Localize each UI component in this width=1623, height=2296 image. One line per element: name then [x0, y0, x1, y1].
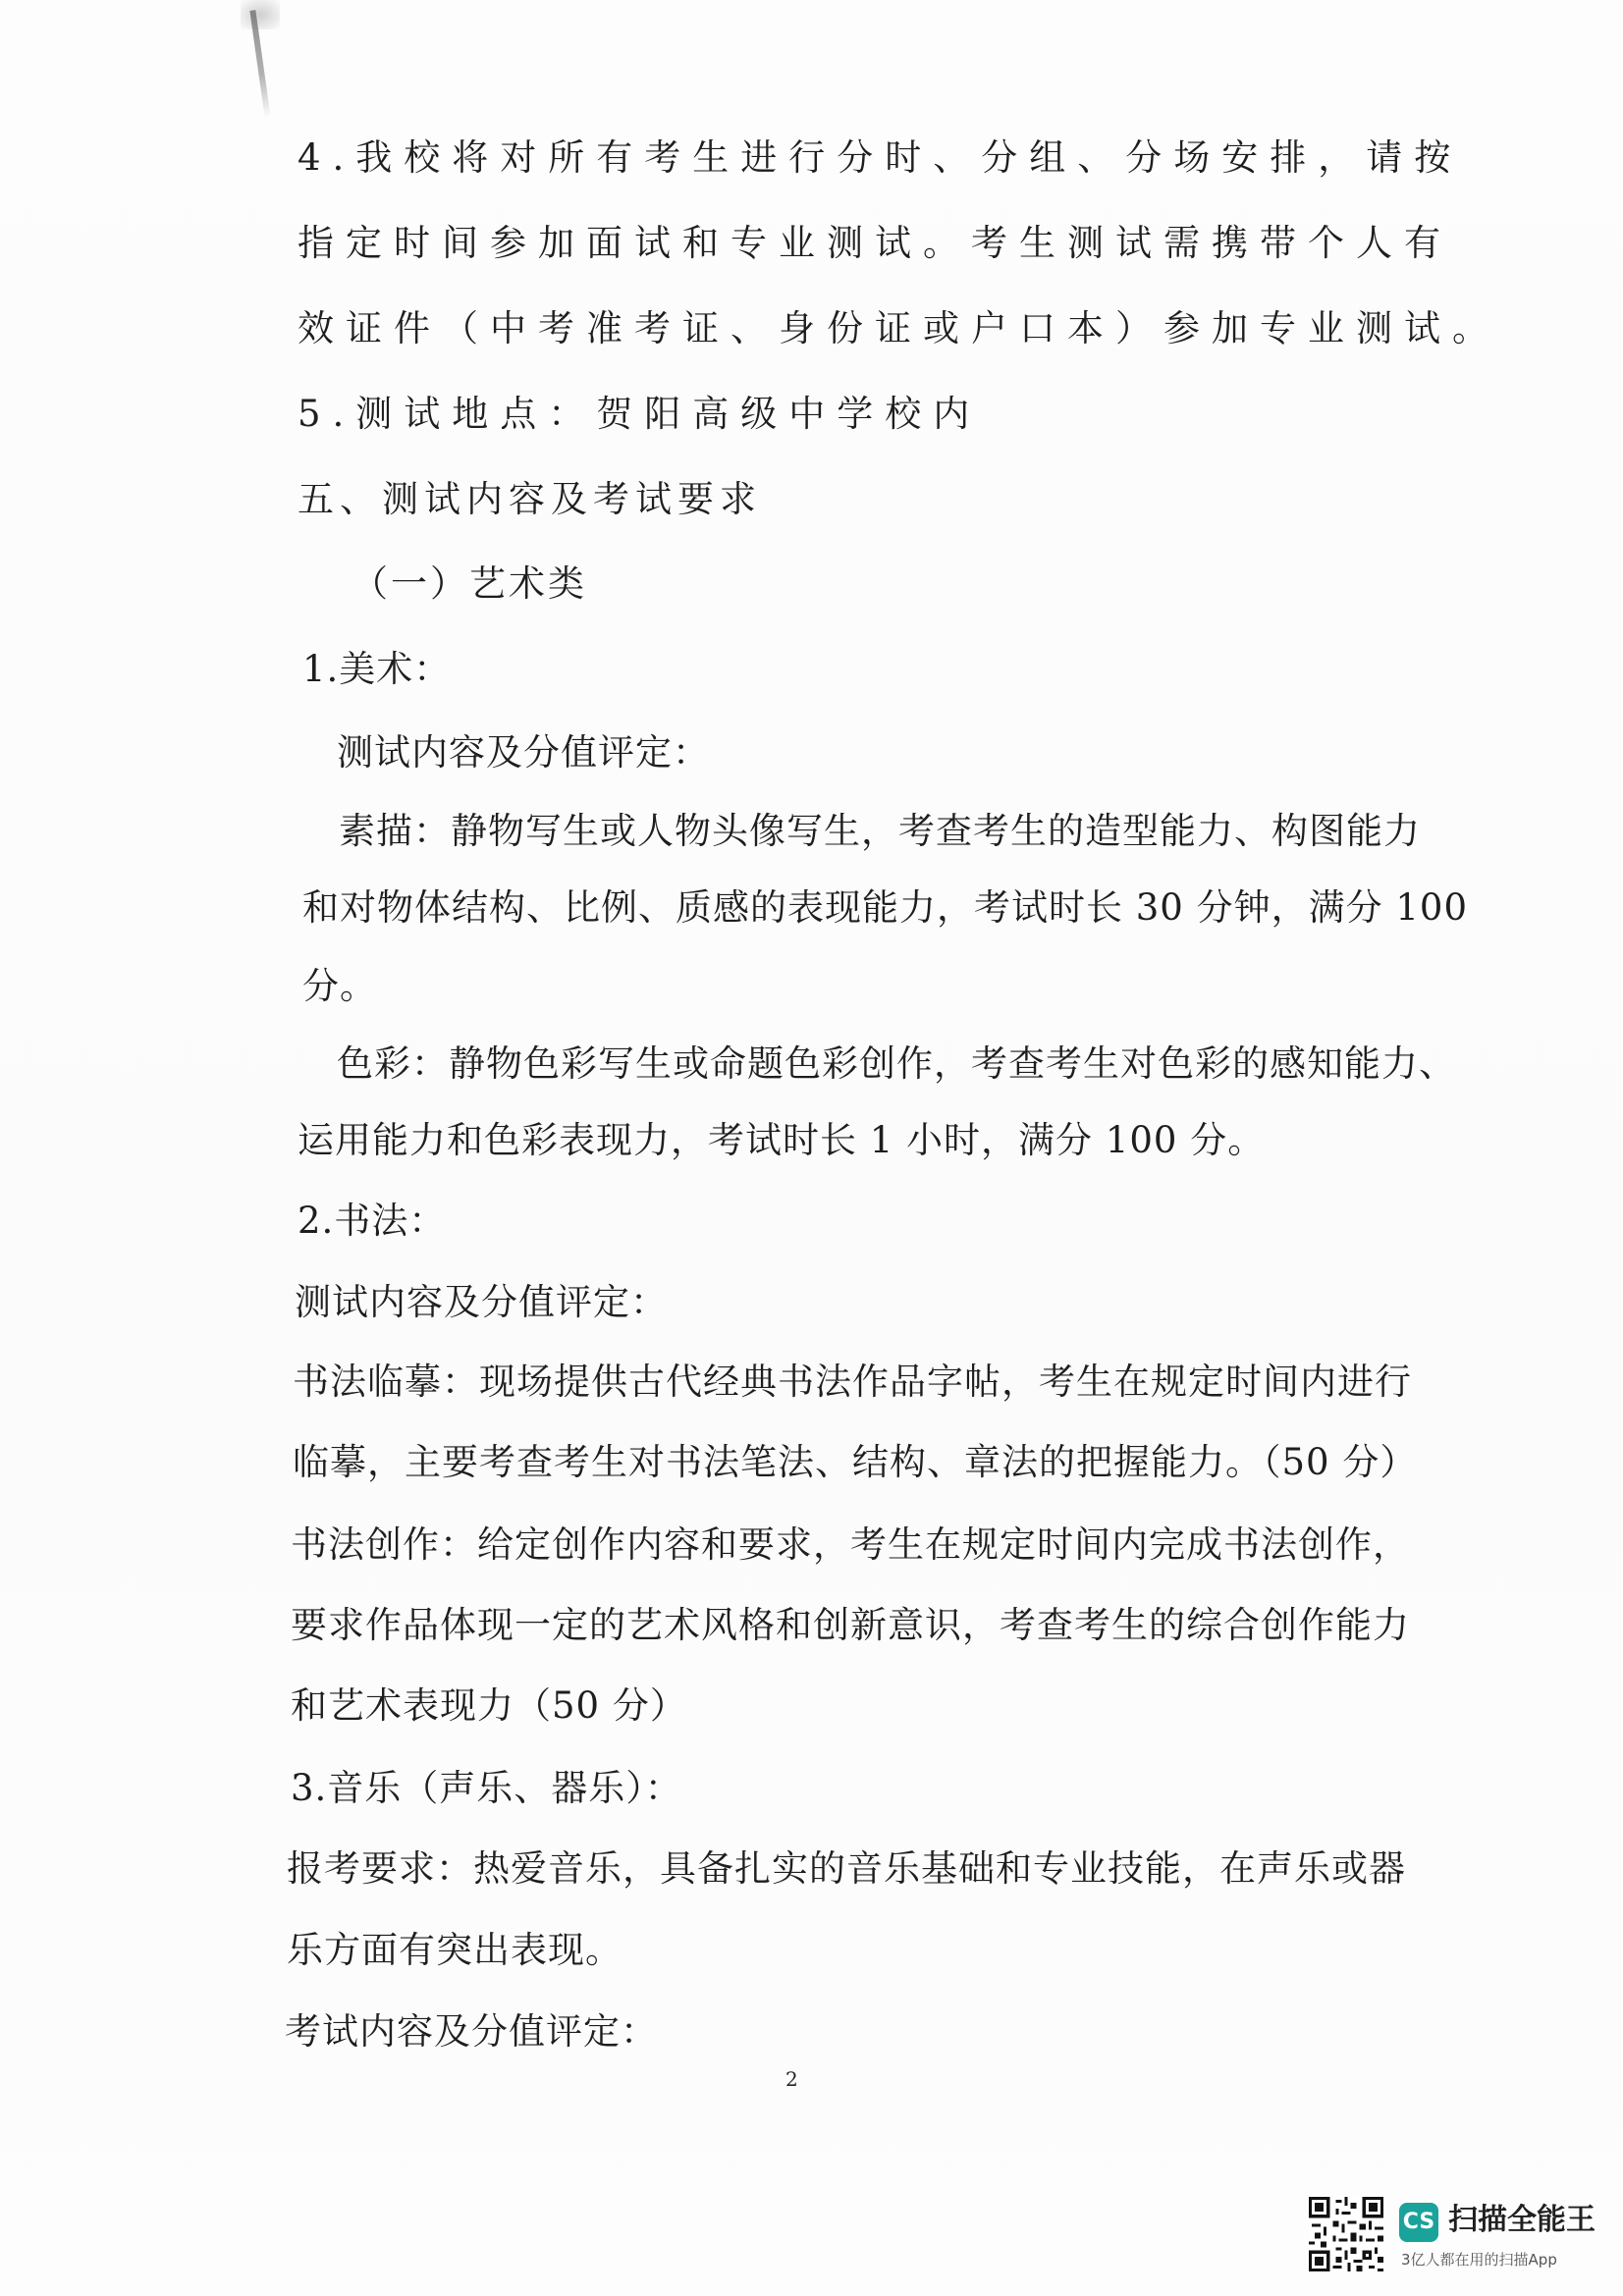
paragraph-line: 和艺术表现力（50 分） [291, 1684, 687, 1727]
paragraph-line: 考试内容及分值评定： [285, 2010, 658, 2053]
paragraph-line: 5.测试地点：贺阳高级中学校内 [298, 393, 982, 435]
paragraph-line: 指定时间参加面试和专业测试。考生测试需携带个人有 [298, 222, 1452, 264]
item-heading: 2.书法： [298, 1200, 447, 1242]
paragraph-line: 报考要求：热爱音乐，具备扎实的音乐基础和专业技能，在声乐或器 [287, 1847, 1406, 1890]
camscanner-logo: CS [1399, 2203, 1438, 2242]
paragraph-line: 和对物体结构、比例、质感的表现能力，考试时长 30 分钟，满分 100 [302, 886, 1468, 929]
item-heading: 1.美术： [302, 648, 452, 690]
paragraph-line: 运用能力和色彩表现力，考试时长 1 小时，满分 100 分。 [298, 1119, 1266, 1161]
paragraph-line: 书法临摹：现场提供古代经典书法作品字帖，考生在规定时间内进行 [293, 1361, 1412, 1403]
item-heading: 3.音乐（声乐、器乐）： [291, 1767, 682, 1809]
paragraph-line: 乐方面有突出表现。 [287, 1929, 622, 1971]
paragraph-line: 书法创作：给定创作内容和要求，考生在规定时间内完成书法创作， [291, 1523, 1410, 1566]
brand-tagline: 3亿人都在用的扫描App [1401, 2251, 1557, 2269]
paragraph-line: 临摹，主要考查考生对书法笔法、结构、章法的把握能力。（50 分） [293, 1441, 1418, 1483]
brand-name: 扫描全能王 [1448, 2203, 1596, 2237]
subsection-heading: （一）艺术类 [352, 562, 587, 605]
paragraph-line: 要求作品体现一定的艺术风格和创新意识，考查考生的综合创作能力 [291, 1604, 1410, 1646]
page-number: 2 [785, 2067, 798, 2091]
qr-code-icon [1309, 2197, 1383, 2271]
paragraph-line: 效证件（中考准考证、身份证或户口本）参加专业测试。 [298, 307, 1500, 349]
paragraph-line: 色彩：静物色彩写生或命题色彩创作，考查考生对色彩的感知能力、 [337, 1042, 1456, 1085]
paragraph-line: 素描：静物写生或人物头像写生，考查考生的造型能力、构图能力 [339, 810, 1421, 852]
paragraph-line: 测试内容及分值评定： [295, 1281, 668, 1323]
scanner-watermark [1309, 2197, 1603, 2279]
paragraph-line: 分。 [302, 965, 377, 1007]
scan-smudge [241, 0, 280, 29]
section-heading: 五、测试内容及考试要求 [298, 478, 762, 520]
paragraph-line: 测试内容及分值评定： [337, 731, 710, 774]
paragraph-line: 4.我校将对所有考生进行分时、分组、分场安排，请按 [298, 136, 1463, 179]
